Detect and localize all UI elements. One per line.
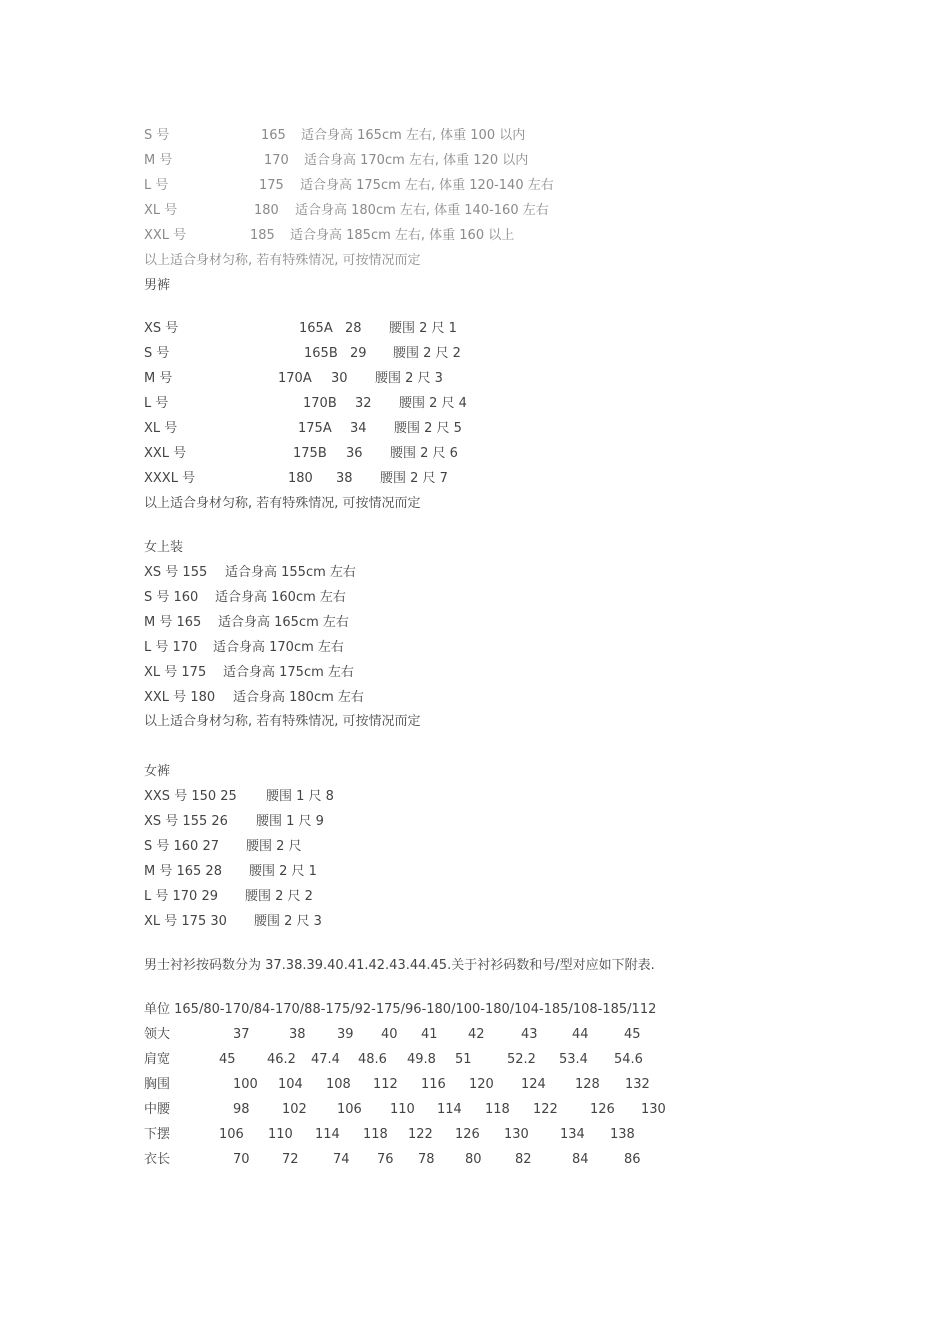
size-description: 适合身高 170cm 左右: [213, 640, 344, 655]
table-cell: 38: [289, 1027, 306, 1042]
table-cell: 108: [326, 1077, 351, 1092]
row-label: 下摆: [144, 1127, 171, 1142]
size-label: XXL 号: [144, 228, 187, 243]
size-label: S 号 160: [144, 590, 199, 605]
table-cell: 98: [233, 1102, 250, 1117]
size-label: S 号: [144, 128, 170, 143]
fit-note: 以上适合身材匀称, 若有特殊情况, 可按情况而定: [144, 253, 421, 268]
table-cell: 43: [521, 1027, 538, 1042]
size-label: XXXL 号: [144, 471, 196, 486]
table-cell: 118: [363, 1127, 388, 1142]
size-description: 适合身高 180cm 左右, 体重 140-160 左右: [295, 203, 549, 218]
size-label: XXL 号 180: [144, 690, 216, 705]
shirt-table-header: 单位 165/80-170/84-170/88-175/92-175/96-180/100-180/104-185/108-185/112: [144, 1002, 657, 1017]
table-cell: 106: [219, 1127, 244, 1142]
size-description: 适合身高 155cm 左右: [225, 565, 356, 580]
size-label: M 号: [144, 153, 173, 168]
table-cell: 128: [575, 1077, 600, 1092]
size-label: XS 号 155 26: [144, 814, 228, 829]
size-label: M 号 165: [144, 615, 202, 630]
table-cell: 42: [468, 1027, 485, 1042]
size-description: 适合身高 175cm 左右, 体重 120-140 左右: [300, 178, 554, 193]
table-cell: 45: [219, 1052, 236, 1067]
table-cell: 53.4: [559, 1052, 588, 1067]
size-label: L 号 170: [144, 640, 198, 655]
shirt-table-row: [0, 1150, 950, 1170]
section-title: 女裤: [144, 764, 171, 779]
table-cell: 45: [624, 1027, 641, 1042]
number-value: 36: [346, 446, 363, 461]
table-cell: 114: [437, 1102, 462, 1117]
number-value: 28: [345, 321, 362, 336]
shirt-table-row: [0, 1075, 950, 1095]
size-description: 适合身高 175cm 左右: [223, 665, 354, 680]
size-label: S 号: [144, 346, 170, 361]
size-description: 适合身高 165cm 左右, 体重 100 以内: [301, 128, 526, 143]
table-cell: 46.2: [267, 1052, 296, 1067]
table-cell: 124: [521, 1077, 546, 1092]
height-value: 185: [250, 228, 275, 243]
table-cell: 40: [381, 1027, 398, 1042]
table-cell: 138: [610, 1127, 635, 1142]
table-cell: 130: [504, 1127, 529, 1142]
size-label: XL 号: [144, 203, 178, 218]
waist-value: 腰围 1 尺 9: [256, 814, 324, 829]
waist-value: 腰围 2 尺: [246, 839, 302, 854]
size-label: L 号: [144, 396, 169, 411]
table-cell: 110: [390, 1102, 415, 1117]
model-value: 170A: [278, 371, 312, 386]
table-cell: 126: [455, 1127, 480, 1142]
model-value: 180: [288, 471, 313, 486]
number-value: 34: [350, 421, 367, 436]
table-cell: 120: [469, 1077, 494, 1092]
table-cell: 106: [337, 1102, 362, 1117]
table-cell: 82: [515, 1152, 532, 1167]
shirt-table-row: [0, 1050, 950, 1070]
size-label: XL 号: [144, 421, 178, 436]
table-cell: 51: [455, 1052, 472, 1067]
shirt-table-row: [0, 1125, 950, 1145]
table-cell: 44: [572, 1027, 589, 1042]
row-label: 中腰: [144, 1102, 171, 1117]
size-label: XXL 号: [144, 446, 187, 461]
size-label: M 号: [144, 371, 173, 386]
table-cell: 52.2: [507, 1052, 536, 1067]
table-cell: 72: [282, 1152, 299, 1167]
waist-value: 腰围 2 尺 3: [375, 371, 443, 386]
size-label: M 号 165 28: [144, 864, 222, 879]
size-label: L 号 170 29: [144, 889, 218, 904]
waist-value: 腰围 1 尺 8: [266, 789, 334, 804]
section-title: 女上装: [144, 540, 184, 555]
waist-value: 腰围 2 尺 1: [249, 864, 317, 879]
row-label: 胸围: [144, 1077, 171, 1092]
height-value: 170: [264, 153, 289, 168]
size-label: XL 号 175: [144, 665, 207, 680]
table-cell: 49.8: [407, 1052, 436, 1067]
size-description: 适合身高 180cm 左右: [233, 690, 364, 705]
table-cell: 41: [421, 1027, 438, 1042]
waist-value: 腰围 2 尺 7: [380, 471, 448, 486]
model-value: 165B: [304, 346, 338, 361]
table-cell: 39: [337, 1027, 354, 1042]
table-cell: 76: [377, 1152, 394, 1167]
number-value: 38: [336, 471, 353, 486]
table-cell: 54.6: [614, 1052, 643, 1067]
size-label: XL 号 175 30: [144, 914, 227, 929]
table-cell: 86: [624, 1152, 641, 1167]
size-description: 适合身高 160cm 左右: [215, 590, 346, 605]
number-value: 30: [331, 371, 348, 386]
size-label: XS 号: [144, 321, 179, 336]
table-cell: 74: [333, 1152, 350, 1167]
table-cell: 110: [268, 1127, 293, 1142]
number-value: 29: [350, 346, 367, 361]
waist-value: 腰围 2 尺 1: [389, 321, 457, 336]
waist-value: 腰围 2 尺 6: [390, 446, 458, 461]
table-cell: 114: [315, 1127, 340, 1142]
table-cell: 70: [233, 1152, 250, 1167]
table-cell: 126: [590, 1102, 615, 1117]
table-cell: 134: [560, 1127, 585, 1142]
table-cell: 112: [373, 1077, 398, 1092]
waist-value: 腰围 2 尺 4: [399, 396, 467, 411]
size-description: 适合身高 185cm 左右, 体重 160 以上: [290, 228, 515, 243]
table-cell: 132: [625, 1077, 650, 1092]
row-label: 肩宽: [144, 1052, 171, 1067]
size-label: XXS 号 150 25: [144, 789, 237, 804]
fit-note: 以上适合身材匀称, 若有特殊情况, 可按情况而定: [144, 496, 421, 511]
table-cell: 118: [485, 1102, 510, 1117]
table-cell: 84: [572, 1152, 589, 1167]
size-label: L 号: [144, 178, 169, 193]
table-cell: 78: [418, 1152, 435, 1167]
table-cell: 47.4: [311, 1052, 340, 1067]
shirt-table-row: [0, 1025, 950, 1045]
table-cell: 130: [641, 1102, 666, 1117]
shirt-intro: 男士衬衫按码数分为 37.38.39.40.41.42.43.44.45.关于衬衫码数和号/型对应如下附表.: [144, 958, 655, 973]
waist-value: 腰围 2 尺 2: [393, 346, 461, 361]
row-label: 领大: [144, 1027, 171, 1042]
size-label: XS 号 155: [144, 565, 208, 580]
height-value: 165: [261, 128, 286, 143]
table-cell: 37: [233, 1027, 250, 1042]
table-cell: 80: [465, 1152, 482, 1167]
size-description: 适合身高 170cm 左右, 体重 120 以内: [304, 153, 529, 168]
table-cell: 116: [421, 1077, 446, 1092]
table-cell: 122: [408, 1127, 433, 1142]
size-description: 适合身高 165cm 左右: [218, 615, 349, 630]
size-label: S 号 160 27: [144, 839, 220, 854]
model-value: 165A: [299, 321, 333, 336]
table-cell: 122: [533, 1102, 558, 1117]
waist-value: 腰围 2 尺 5: [394, 421, 462, 436]
height-value: 175: [259, 178, 284, 193]
row-label: 衣长: [144, 1152, 171, 1167]
table-cell: 102: [282, 1102, 307, 1117]
shirt-table-row: [0, 1100, 950, 1120]
height-value: 180: [254, 203, 279, 218]
table-cell: 100: [233, 1077, 258, 1092]
table-cell: 48.6: [358, 1052, 387, 1067]
fit-note: 以上适合身材匀称, 若有特殊情况, 可按情况而定: [144, 714, 421, 729]
model-value: 175A: [298, 421, 332, 436]
table-cell: 104: [278, 1077, 303, 1092]
model-value: 170B: [303, 396, 337, 411]
waist-value: 腰围 2 尺 2: [245, 889, 313, 904]
waist-value: 腰围 2 尺 3: [254, 914, 322, 929]
section-title: 男裤: [144, 278, 171, 293]
model-value: 175B: [293, 446, 327, 461]
number-value: 32: [355, 396, 372, 411]
